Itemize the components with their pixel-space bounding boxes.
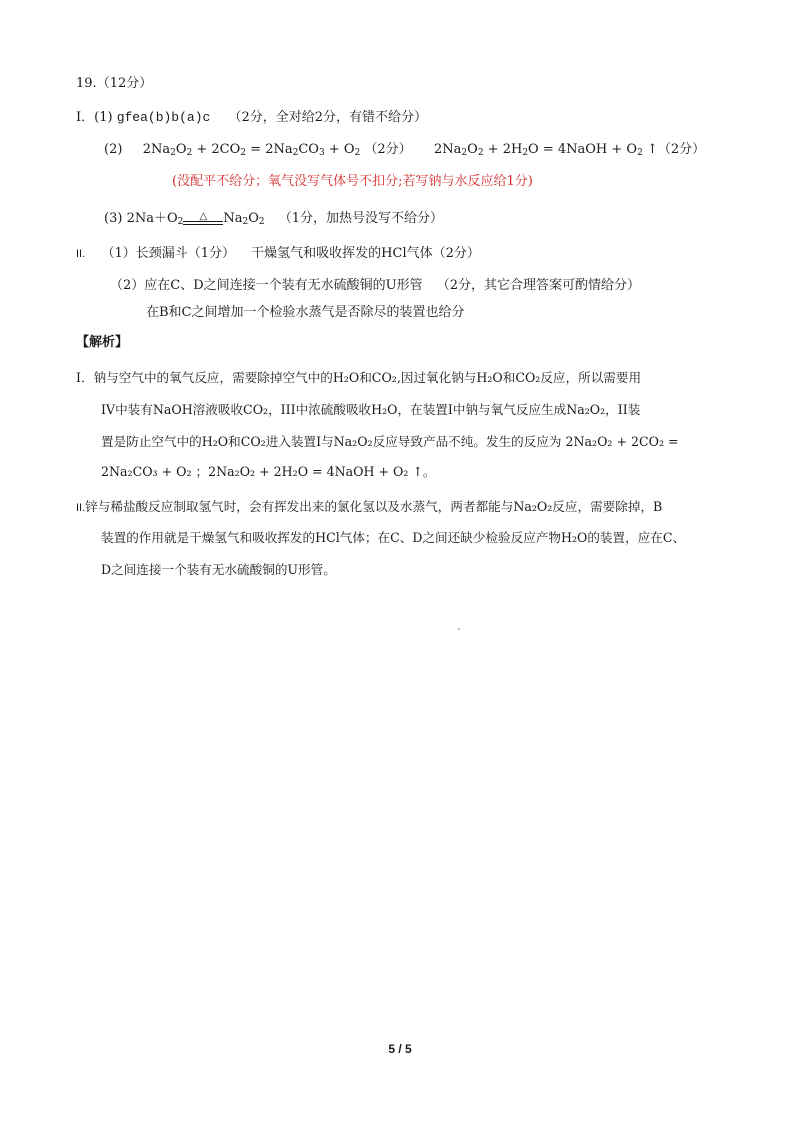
part2-q1-num: （1）: [101, 246, 136, 261]
part1-q1: [76, 108, 427, 128]
part2-label: II.: [76, 248, 86, 260]
scan-speck: [458, 628, 460, 630]
q3-num: (3): [104, 211, 123, 226]
equation-1: $2Na_2O_2 + 2CO_2 = 2Na_2CO_3 + O_2$: [142, 142, 361, 158]
equation-2: $2Na_2O_2 + 2H_2O$ = 4NaOH + $O_2$ ↑（2分）: [434, 142, 706, 158]
part2-q2-note: （2分，其它合理答案可酌情给分）: [436, 278, 641, 293]
analysis-p2-line3: D之间连接一个装有无水硫酸铜的U形管。: [101, 562, 336, 577]
question-score: （12分）: [96, 76, 153, 91]
q1-note: （2分，全对给2分，有错不给分）: [228, 110, 428, 125]
part2-q1: [76, 244, 480, 264]
part2-q2-answer: 应在C、D之间连接一个装有无水硫酸铜的U形管: [144, 278, 423, 293]
equation-1-score: （2分）: [364, 142, 412, 157]
part2-q2: [110, 276, 640, 296]
analysis-title: 【解析】: [76, 335, 129, 350]
question-header: [76, 74, 152, 94]
question-number: 19.: [76, 76, 97, 91]
equation-3: $2Na+O_2$ △ $Na_2O_2$: [126, 211, 265, 227]
q1-answer: gfea(b)b(a)c: [116, 110, 211, 125]
analysis-p1-line2: IV中装有NaOH溶液吸收CO₂，III中浓硫酸吸收H₂O，在装置Ⅰ中钠与氧气反应生成Na₂O₂，II装: [101, 402, 641, 417]
q2-num: (2): [104, 142, 123, 157]
heat-condition: △: [183, 212, 223, 225]
part1-q2: [104, 140, 412, 160]
part2-q1-answer1: 长颈漏斗（1分）: [135, 246, 236, 261]
part2-q2-num: （2）: [110, 278, 145, 293]
part2-q2-alt: 在B和C之间增加一个检验水蒸气是否除尽的装置也给分: [146, 305, 465, 320]
part1-q3: [104, 209, 443, 229]
analysis-p2-line2: 装置的作用就是干燥氢气和吸收挥发的HCl气体；在C、D之间还缺少检验反应产物H₂O的装置，应在C、: [101, 530, 686, 545]
analysis-p2-line1: II.锌与稀盐酸反应制取氢气时，会有挥发出来的氯化氢以及水蒸气，两者都能与Na₂O₂反应，需要除掉，B: [76, 499, 663, 514]
part1-label: Ⅰ．: [76, 110, 95, 125]
grading-note-red: (没配平不给分；氧气没写气体号不扣分;若写钠与水反应给1分): [172, 174, 533, 189]
page-number: 5 / 5: [388, 1042, 412, 1056]
analysis-p1-line1: Ⅰ．钠与空气中的氧气反应，需要除掉空气中的H₂O和CO₂,因过氧化钠与H₂O和CO₂反应，所以需要用: [76, 370, 642, 385]
analysis-p1-line3: 置是防止空气中的H₂O和CO₂进入装置Ⅰ与Na₂O₂反应导致产品不纯。发生的反应为 2Na₂O₂ + 2CO₂ =: [101, 434, 679, 449]
part2-q1-answer2: 干燥氢气和吸收挥发的HCl气体（2分）: [251, 246, 480, 261]
analysis-p1-line4: 2Na₂CO₃ + O₂ ；2Na₂O₂ + 2H₂O = 4NaOH + O₂ ↑。: [101, 464, 436, 479]
q3-note: （1分，加热号没写不给分）: [278, 211, 444, 226]
q1-num: (1): [94, 110, 113, 125]
